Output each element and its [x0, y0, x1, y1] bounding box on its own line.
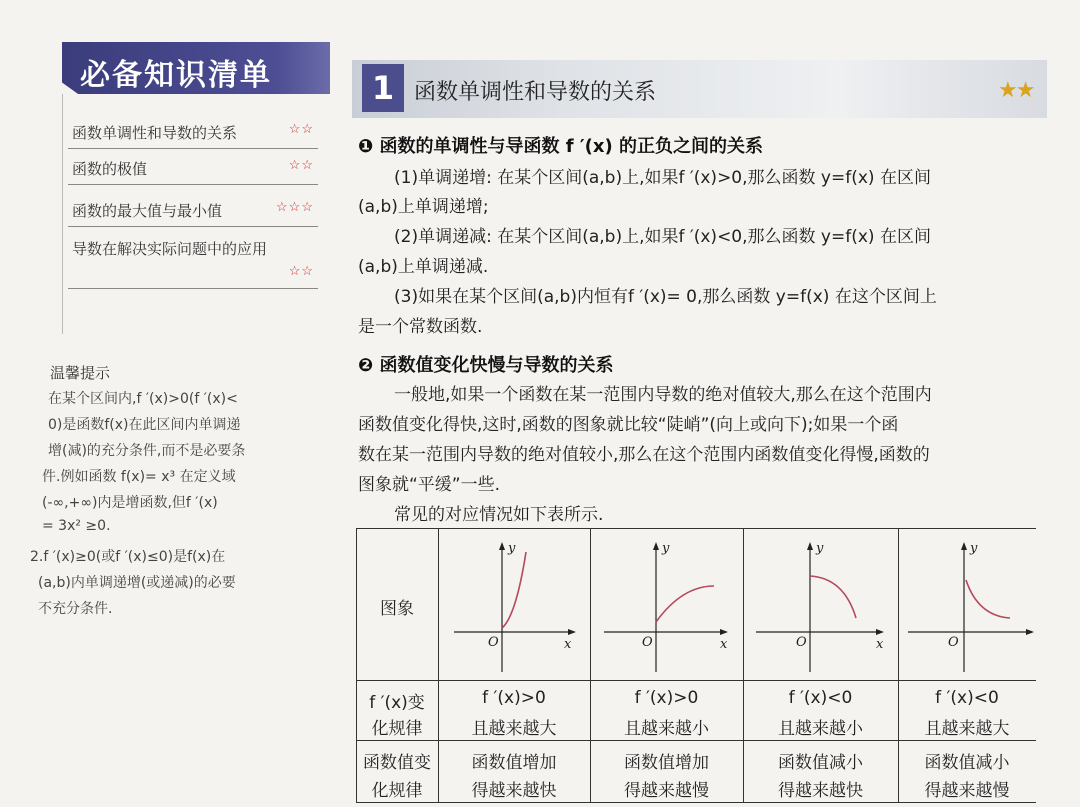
- origin-label: O: [796, 635, 807, 650]
- paragraph-line: (2)单调递减: 在某个区间(a,b)上,如果f ′(x)<0,那么函数 y=f(x) 在区间: [394, 227, 931, 247]
- curve: [502, 552, 526, 628]
- knowledge-list: [62, 42, 330, 300]
- star-icon: ☆☆: [288, 264, 314, 279]
- func-cell: 得越来越慢: [624, 781, 709, 801]
- tip-line: 件.例如函数 f(x)= x³ 在定义域: [42, 469, 236, 485]
- deriv-cell: f ′(x)>0: [634, 688, 699, 708]
- list-item: [68, 112, 318, 149]
- list-item-label: 函数的极值: [72, 160, 148, 178]
- func-cell: 函数值减小: [924, 753, 1010, 773]
- origin-label: O: [488, 635, 499, 650]
- table-border: [356, 680, 1036, 681]
- deriv-cell: 且越来越小: [624, 719, 709, 739]
- graph-decreasing-concave: [754, 536, 890, 676]
- star-icon: ★★: [998, 78, 1034, 103]
- section-title: 函数单调性和导数的关系: [414, 80, 657, 105]
- row-header-func: 化规律: [371, 781, 423, 801]
- curve: [656, 586, 714, 622]
- row-header-deriv: 化规律: [371, 719, 423, 739]
- tip-line: 不充分条件.: [38, 601, 113, 617]
- tip-line: (a,b)内单调递增(或递减)的必要: [38, 575, 236, 591]
- row-header-deriv: f ′(x)变: [369, 693, 425, 713]
- deriv-cell: 且越来越小: [778, 719, 863, 739]
- curve: [966, 580, 1010, 618]
- list-item-label: 函数的最大值与最小值: [72, 202, 223, 220]
- paragraph-line: 函数值变化得快,这时,函数的图象就比较“陡峭”(向上或向下);如果一个函: [358, 415, 899, 435]
- row-header-func: 函数值变: [363, 753, 431, 773]
- table-border: [356, 740, 1036, 741]
- list-item: [68, 148, 318, 185]
- tip-line: = 3x² ≥0.: [42, 518, 111, 534]
- curve: [810, 576, 856, 618]
- list-item-label: 导数在解决实际问题中的应用: [72, 240, 268, 258]
- paragraph-line: 数在某一范围内导数的绝对值较小,那么在这个范围内函数值变化得慢,函数的: [358, 445, 930, 465]
- list-item: [68, 190, 318, 227]
- list-item-label: 函数单调性和导数的关系: [72, 124, 238, 142]
- paragraph-line: 图象就“平缓”一些.: [358, 475, 501, 495]
- axis-y-label: y: [816, 541, 824, 556]
- list-item: [68, 228, 318, 289]
- part2-heading: ❷ 函数值变化快慢与导数的关系: [358, 355, 614, 376]
- paragraph-line: (3)如果在某个区间(a,b)内恒有f ′(x)= 0,那么函数 y=f(x) 在这个区间上: [394, 287, 937, 307]
- graph-increasing-convex: [452, 536, 578, 676]
- paragraph-line: (a,b)上单调递增;: [358, 197, 489, 217]
- tip-line: 在某个区间内,f ′(x)>0(f ′(x)<: [48, 391, 238, 407]
- paragraph-line: 常见的对应情况如下表所示.: [394, 505, 604, 525]
- axis-x-label: x: [720, 637, 728, 652]
- graph-increasing-concave: [602, 536, 732, 676]
- graph-decreasing-convex: [906, 536, 1034, 676]
- deriv-cell: 且越来越大: [471, 719, 557, 739]
- tip-line: 0)是函数f(x)在此区间内单调递: [48, 417, 241, 433]
- list-title: 必备知识清单: [80, 58, 272, 93]
- tip-line: 2.f ′(x)≥0(或f ′(x)≤0)是f(x)在: [30, 549, 226, 565]
- tip-line: (-∞,+∞)内是增函数,但f ′(x): [42, 495, 218, 511]
- axis-y-label: y: [662, 541, 670, 556]
- star-icon: ☆☆: [288, 158, 314, 173]
- table-border: [356, 528, 1036, 529]
- deriv-cell: f ′(x)>0: [482, 688, 546, 708]
- axis-x-label: x: [876, 637, 884, 652]
- paragraph-line: 是一个常数函数.: [358, 317, 483, 337]
- axis-x-label: x: [564, 637, 572, 652]
- func-cell: 函数值增加: [624, 753, 709, 773]
- star-icon: ☆☆☆: [276, 200, 314, 215]
- star-icon: ☆☆: [288, 122, 314, 137]
- section-number: 1: [362, 64, 404, 112]
- deriv-cell: 且越来越大: [924, 719, 1010, 739]
- tip-heading: 温馨提示: [50, 364, 111, 382]
- paragraph-line: (a,b)上单调递减.: [358, 257, 489, 277]
- func-cell: 得越来越慢: [924, 781, 1010, 801]
- paragraph-line: (1)单调递增: 在某个区间(a,b)上,如果f ′(x)>0,那么函数 y=f(x) 在区间: [394, 168, 931, 188]
- tip-line: 增(减)的充分条件,而不是必要条: [48, 443, 246, 459]
- func-cell: 得越来越快: [471, 781, 557, 801]
- part1-heading: ❶ 函数的单调性与导函数 f ′(x) 的正负之间的关系: [358, 136, 763, 157]
- func-cell: 函数值增加: [471, 753, 557, 773]
- comparison-table: [356, 528, 1036, 803]
- axis-y-label: y: [508, 541, 516, 556]
- deriv-cell: f ′(x)<0: [935, 688, 999, 708]
- origin-label: O: [948, 635, 959, 650]
- paragraph-line: 一般地,如果一个函数在某一范围内导数的绝对值较大,那么在这个范围内: [394, 385, 932, 405]
- deriv-cell: f ′(x)<0: [788, 688, 853, 708]
- func-cell: 得越来越快: [778, 781, 863, 801]
- func-cell: 函数值减小: [778, 753, 863, 773]
- origin-label: O: [642, 635, 653, 650]
- axis-y-label: y: [970, 541, 978, 556]
- table-border: [356, 802, 1036, 803]
- row-header-graph: 图象: [380, 599, 414, 619]
